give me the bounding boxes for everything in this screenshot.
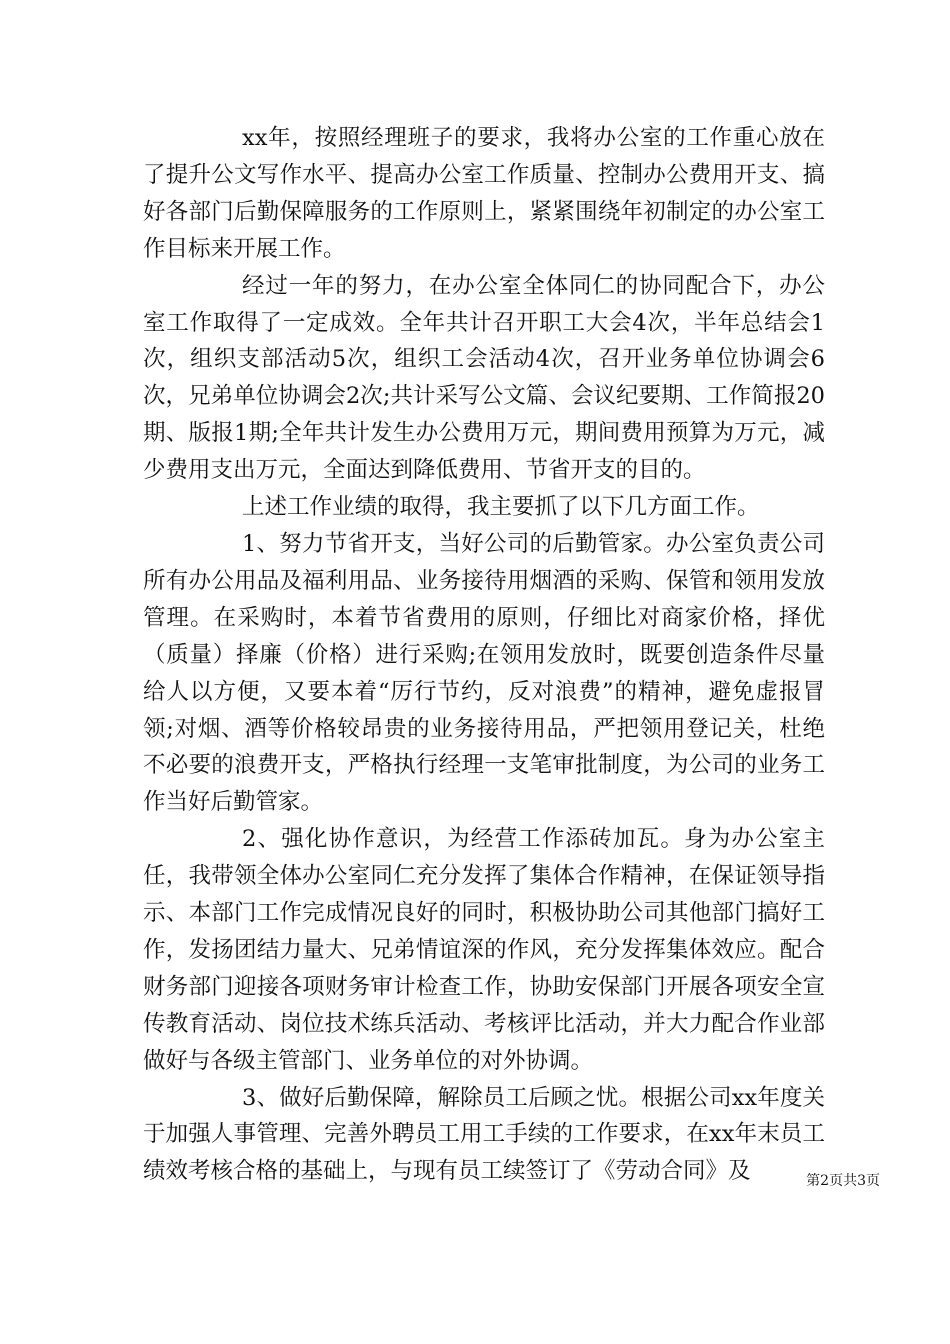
paragraph-item-2: 2、强化协作意识，为经营工作添砖加瓦。身为办公室主任，我带领全体办公室同仁充分发挥了集体合作精神，在保证领导指示、本部门工作完成情况良好的同时，积极协助公司其他部门搞好工作，发扬团结力量大、兄弟情谊深的作风，充分发挥集体效应。配合财务部门迎接各项财务审计检查工作，协助安保部门开展各项安全宣传教育活动、岗位技术练兵活动、考核评比活动，并大力配合作业部做好与各级主管部门、业务单位的对外协调。 xyxy=(143,826,825,1074)
paragraph-summary-lead: 上述工作业绩的取得，我主要抓了以下几方面工作。 xyxy=(242,494,760,521)
page-number: 第2页共3页 xyxy=(806,1173,880,1189)
paragraph-intro: xx年，按照经理班子的要求，我将办公室的工作重心放在了提升公文写作水平、提高办公室工作质量、控制办公费用开支、搞好各部门后勤保障服务的工作原则上，紧紧围绕年初制定的办公室工作目标来开展工作。 xyxy=(143,125,825,262)
paragraph-item-1: 1、努力节省开支，当好公司的后勤管家。办公室负责公司所有办公用品及福利用品、业务接待用烟酒的采购、保管和领用发放管理。在采购时，本着节省费用的原则，仔细比对商家价格，择优（质量）择廉（价格）进行采购;在领用发放时，既要创造条件尽量给人以方便，又要本着“厉行节约，反对浪费”的精神，避免虚报冒领;对烟、酒等价格较昂贵的业务接待用品，严把领用登记关，杜绝不必要的浪费开支，严格执行经理一支笔审批制度，为公司的业务工作当好后勤管家。 xyxy=(143,530,825,816)
paragraph-item-3: 3、做好后勤保障，解除员工后顾之忧。根据公司xx年度关于加强人事管理、完善外聘员工用工手续的工作要求，在xx年末员工绩效考核合格的基础上，与现有员工续签订了《劳动合同》及 xyxy=(143,1084,825,1185)
document-body xyxy=(143,120,825,1190)
paragraph-achievements: 经过一年的努力，在办公室全体同仁的协同配合下，办公室工作取得了一定成效。全年共计召开职工大会4次，半年总结会1次，组织支部活动5次，组织工会活动4次，召开业务单位协调会6次，兄弟单位协调会2次;共计采写公文篇、会议纪要期、工作简报20期、版报1期;全年共计发生办公费用万元，期间费用预算为万元，减少费用支出万元，全面达到降低费用、节省开支的目的。 xyxy=(143,272,825,484)
